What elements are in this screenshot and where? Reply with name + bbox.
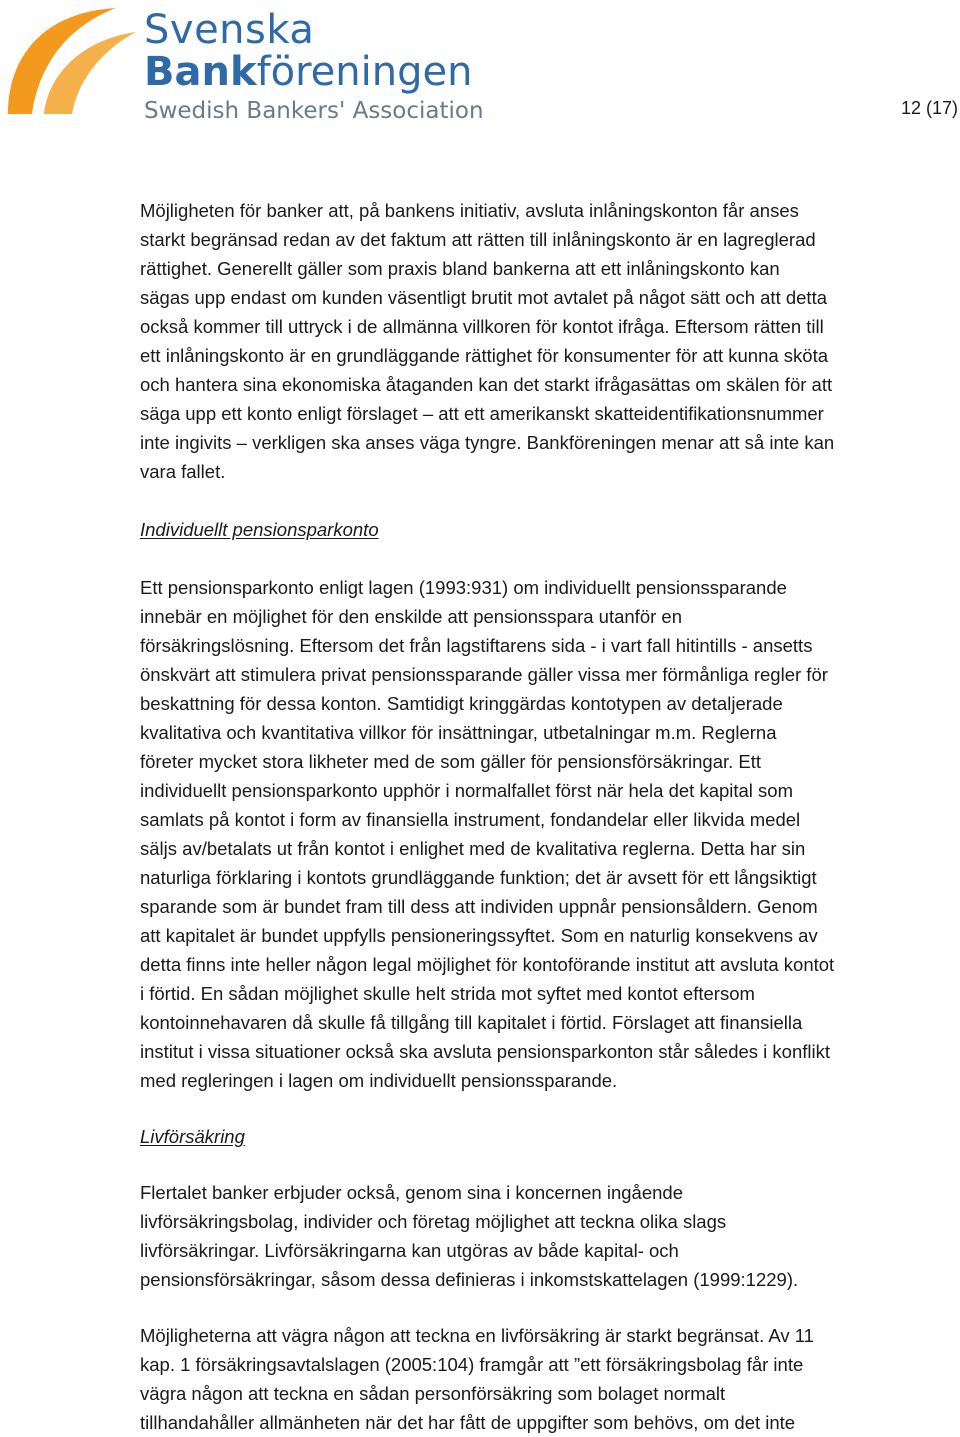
text-line: individuellt pensionsparkonto upphör i normalfallet först när hela det kapital som xyxy=(140,780,794,801)
document-body xyxy=(140,196,960,1437)
logo-text-svenska: Svenska xyxy=(144,7,315,53)
text-line: tillhandahåller allmänheten när det har fått de uppgifter som behövs, om det inte xyxy=(140,1412,796,1433)
text-line: institut i vissa situationer också ska avsluta pensionsparkonton står således i konflikt xyxy=(140,1041,830,1062)
text-line: inte ingivits – verkligen ska anses väga tyngre. Bankföreningen menar att så inte kan xyxy=(140,432,835,453)
logo-text-english: Swedish Bankers' Association xyxy=(144,98,484,124)
text-line: ett inlåningskonto är en grundläggande rättighet för konsumenter för att kunna sköta xyxy=(140,345,829,366)
text-line: samlats på kontot i form av finansiella instrument, fondandelar eller likvida medel xyxy=(140,809,801,830)
text-line: försäkringslösning. Eftersom det från lagstiftarens sida - i vart fall hitintills - ansetts xyxy=(140,635,813,656)
paragraph-livforsakring-vagra xyxy=(140,1321,960,1437)
text-line: att kapitalet är bundet uppfylls pensioneringssyftet. Som en naturlig konsekvens av xyxy=(140,925,818,946)
section-heading-pensionsparkonto: Individuellt pensionsparkonto xyxy=(140,519,379,540)
svenska-bankforeningen-logo xyxy=(4,6,484,126)
text-line: innebär en möjlighet för den enskilde att pensionsspara utanför en xyxy=(140,606,682,627)
text-line: också kommer till uttryck i de allmänna villkoren för kontot ifråga. Eftersom rätten till xyxy=(140,316,824,337)
logo-text-bank: Bank xyxy=(144,49,257,95)
text-line: i förtid. En sådan möjlighet skulle helt strida mot syftet med kontot eftersom xyxy=(140,983,755,1004)
text-line: med regleringen i lagen om individuellt pensionssparande. xyxy=(140,1070,618,1091)
text-line: kontoinnehavaren då skulle få tillgång till kapitalet i förtid. Förslaget att finansiella xyxy=(140,1012,803,1033)
text-line: starkt begränsad redan av det faktum att rätten till inlåningskonto är en lagreglerad xyxy=(140,229,816,250)
text-line: Möjligheten för banker att, på bankens initiativ, avsluta inlåningskonton får anses xyxy=(140,200,799,221)
text-line: Flertalet banker erbjuder också, genom sina i koncernen ingående xyxy=(140,1182,683,1203)
logo-text-foreningen: föreningen xyxy=(256,49,473,95)
text-line: pensionsförsäkringar, såsom dessa definieras i inkomstskattelagen (1999:1229). xyxy=(140,1269,799,1290)
text-line: säljs av/betalats ut från kontot i enlighet med de kvalitativa reglerna. Detta har sin xyxy=(140,838,806,859)
text-line: och hantera sina ekonomiska åtaganden kan det starkt ifrågasättas om skälen för att xyxy=(140,374,833,395)
text-line: önskvärt att stimulera privat pensionssparande gäller vissa mer förmånliga regler för xyxy=(140,664,828,685)
section-heading-livforsakring: Livförsäkring xyxy=(140,1126,245,1147)
logo-text-bankforeningen xyxy=(144,49,473,95)
text-line: livförsäkringar. Livförsäkringarna kan utgöras av både kapital- och xyxy=(140,1240,679,1261)
text-line: rättighet. Generellt gäller som praxis bland bankerna att ett inlåningskonto kan xyxy=(140,258,780,279)
paragraph-livforsakring-intro xyxy=(140,1178,960,1294)
text-line: livförsäkringsbolag, individer och företag möjlighet att teckna olika slags xyxy=(140,1211,727,1232)
text-line: naturliga förklaring i kontots grundläggande funktion; det är avsett för ett långsiktigt xyxy=(140,867,817,888)
text-line: sparande som är bundet fram till dess att individen uppnår pensionsåldern. Genom xyxy=(140,896,818,917)
text-line: beskattning för dessa konton. Samtidigt kringgärdas kontotypen av detaljerade xyxy=(140,693,783,714)
text-line: Ett pensionsparkonto enligt lagen (1993:931) om individuellt pensionssparande xyxy=(140,577,787,598)
text-line: säga upp ett konto enligt förslaget – att ett amerikanskt skatteidentifikationsnummer xyxy=(140,403,824,424)
text-line: vara fallet. xyxy=(140,461,226,482)
paragraph-pensionsparkonto xyxy=(140,573,960,1095)
paragraph-inlaningskonto xyxy=(140,196,960,486)
text-line: kvalitativa och kvantitativa villkor för insättningar, utbetalningar m.m. Reglerna xyxy=(140,722,777,743)
logo-mark-icon xyxy=(4,6,142,120)
text-line: detta finns inte heller någon legal möjlighet för kontoförande institut att avsluta kontot xyxy=(140,954,835,975)
text-line: kap. 1 försäkringsavtalslagen (2005:104) framgår att ”ett försäkringsbolag får inte xyxy=(140,1354,804,1375)
text-line: sägas upp endast om kunden väsentligt brutit mot avtalet på något sätt och att detta xyxy=(140,287,827,308)
page-number: 12 (17) xyxy=(900,98,958,118)
text-line: företer mycket stora likheter med de som gäller för pensionsförsäkringar. Ett xyxy=(140,751,762,772)
text-line: vägra någon att teckna en sådan personförsäkring som bolaget normalt xyxy=(140,1383,726,1404)
text-line: Möjligheterna att vägra någon att teckna en livförsäkring är starkt begränsat. Av 11 xyxy=(140,1325,814,1346)
